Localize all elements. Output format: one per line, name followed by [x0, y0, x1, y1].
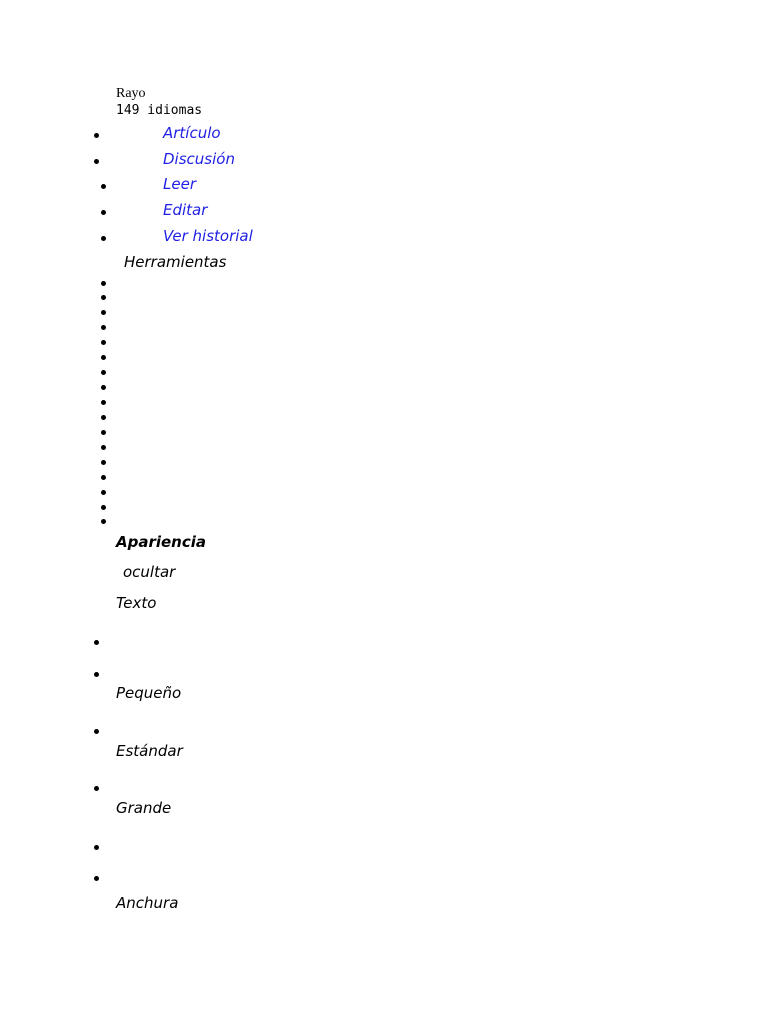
list-item: [101, 505, 106, 510]
text-size-large-option[interactable]: Grande: [116, 799, 172, 817]
tab-read[interactable]: Leer: [163, 175, 196, 193]
list-item: [101, 519, 106, 524]
tab-edit[interactable]: Editar: [163, 201, 208, 219]
text-size-small-option[interactable]: Pequeño: [116, 684, 182, 702]
tab-discussion[interactable]: Discusión: [163, 150, 235, 168]
tab-article[interactable]: Artículo: [163, 124, 221, 142]
list-item: [101, 400, 106, 405]
bullet: [101, 236, 106, 241]
page-title: Rayo: [116, 86, 146, 101]
list-item: [101, 340, 106, 345]
list-item: [94, 786, 99, 791]
list-item: [101, 325, 106, 330]
list-item: [101, 310, 106, 315]
tab-view-history[interactable]: Ver historial: [163, 227, 253, 245]
list-item: [101, 281, 106, 286]
list-item: [101, 490, 106, 495]
list-item: [101, 475, 106, 480]
bullet: [101, 210, 106, 215]
list-item: [94, 640, 99, 645]
tools-dropdown[interactable]: Herramientas: [124, 253, 227, 271]
text-section-label: Texto: [116, 594, 157, 612]
bullet: [94, 133, 99, 138]
list-item: [101, 370, 106, 375]
list-item: [101, 430, 106, 435]
languages-button[interactable]: 149 idiomas: [116, 103, 203, 118]
hide-appearance-button[interactable]: ocultar: [123, 563, 176, 581]
text-size-standard-option[interactable]: Estándar: [116, 742, 183, 760]
appearance-heading: Apariencia: [116, 533, 207, 551]
list-item: [101, 445, 106, 450]
list-item: [101, 385, 106, 390]
list-item: [101, 355, 106, 360]
bullet: [101, 184, 106, 189]
list-item: [94, 845, 99, 850]
list-item: [94, 876, 99, 881]
list-item: [94, 672, 99, 677]
bullet: [94, 159, 99, 164]
width-section-label: Anchura: [116, 894, 179, 912]
list-item: [94, 729, 99, 734]
list-item: [101, 460, 106, 465]
list-item: [101, 415, 106, 420]
list-item: [101, 295, 106, 300]
